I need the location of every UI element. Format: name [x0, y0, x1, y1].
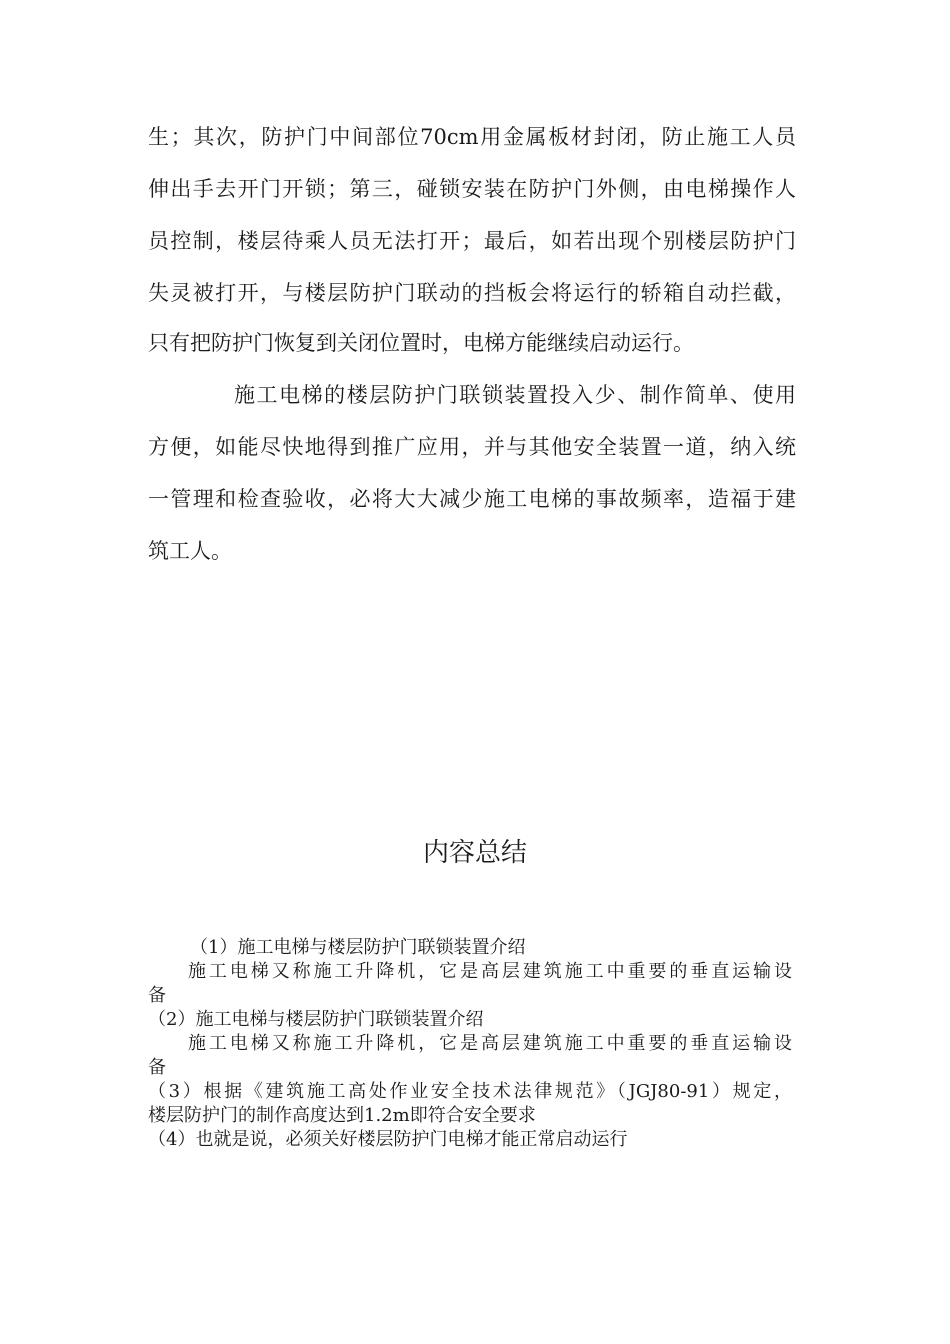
summary-line-7: （3）根据《建筑施工高处作业安全技术法律规范》（JGJ80-91）规定， [148, 1081, 792, 1102]
summary-line-2: 施工电梯又称施工升降机，它是高层建筑施工中重要的垂直运输设 [188, 961, 792, 982]
summary-line-6: 备 [148, 1057, 166, 1078]
paragraph1-line-2: 伸出手去开门开锁；第三，碰锁安装在防护门外侧，由电梯操作人 [148, 177, 796, 201]
paragraph1-line-3: 员控制，楼层待乘人员无法打开；最后，如若出现个别楼层防护门 [148, 229, 796, 253]
summary-line-8: 楼层防护门的制作高度达到1.2m即符合安全要求 [148, 1105, 536, 1126]
summary-line-5: 施工电梯又称施工升降机，它是高层建筑施工中重要的垂直运输设 [188, 1033, 792, 1054]
paragraph2-line-2: 方便，如能尽快地得到推广应用，并与其他安全装置一道，纳入统 [148, 435, 796, 459]
paragraph2-line-4: 筑工人。 [148, 539, 232, 563]
summary-title: 内容总结 [422, 838, 527, 868]
summary-line-3: 备 [148, 985, 166, 1006]
paragraph1-line-4: 失灵被打开，与楼层防护门联动的挡板会将运行的轿箱自动拦截， [148, 281, 796, 305]
paragraph2-line-3: 一管理和检查验收，必将大大减少施工电梯的事故频率，造福于建 [148, 487, 796, 511]
summary-line-9: （4）也就是说，必须关好楼层防护门电梯才能正常启动运行 [148, 1129, 628, 1150]
summary-line-1: （1）施工电梯与楼层防护门联锁装置介绍 [190, 937, 526, 958]
paragraph2-line-1: 施工电梯的楼层防护门联锁装置投入少、制作简单、使用 [234, 383, 796, 407]
paragraph1-line-1: 生；其次，防护门中间部位70cm用金属板材封闭，防止施工人员 [148, 125, 796, 149]
summary-line-4: （2）施工电梯与楼层防护门联锁装置介绍 [148, 1009, 484, 1030]
paragraph1-line-5: 只有把防护门恢复到关闭位置时，电梯方能继续启动运行。 [148, 331, 694, 355]
